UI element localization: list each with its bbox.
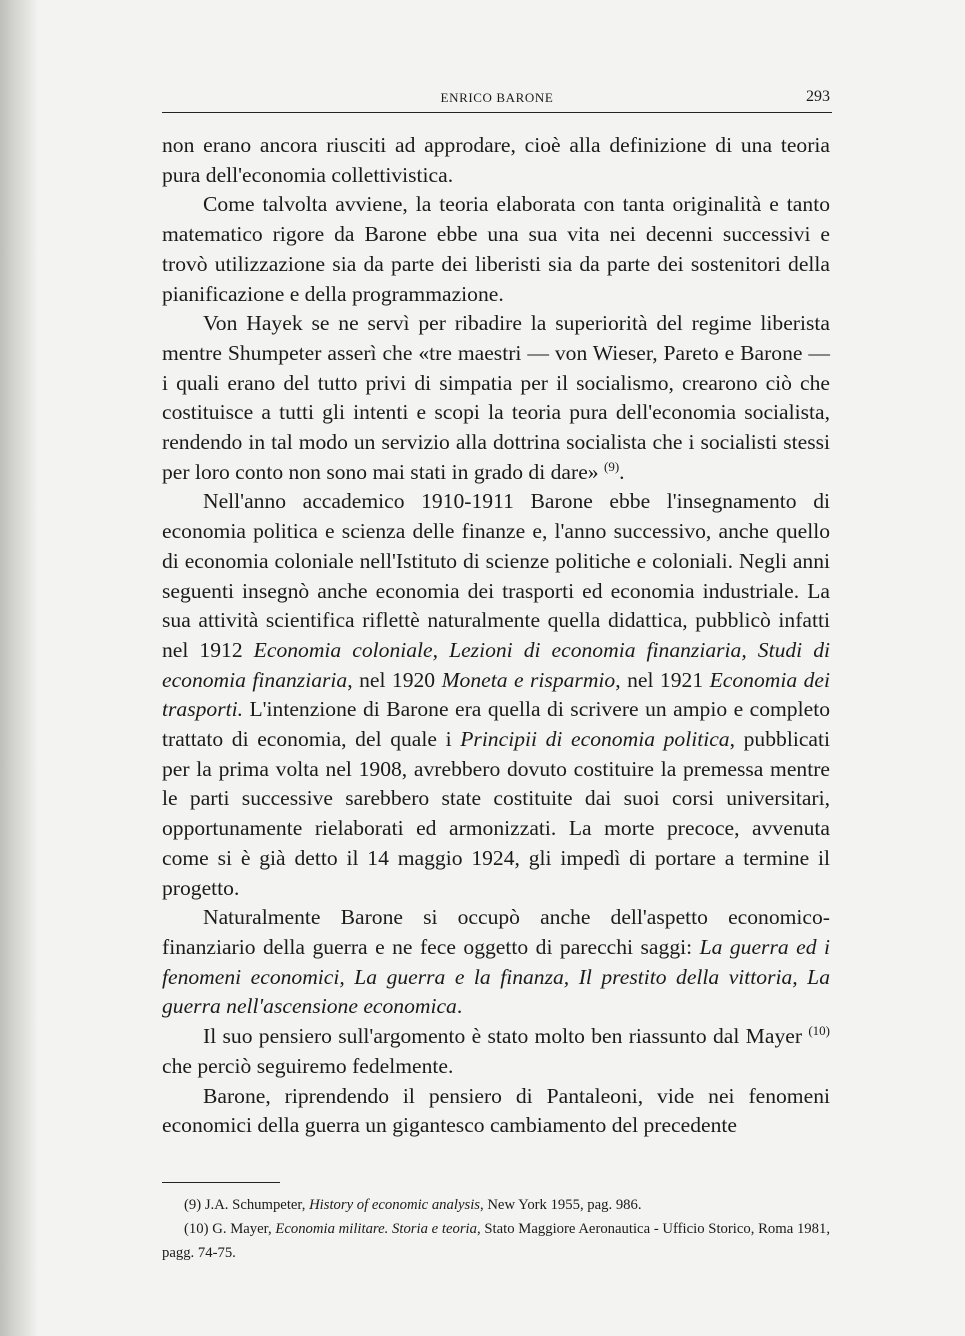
footnote-9-label: (9) xyxy=(184,1197,202,1213)
paragraph-1: non erano ancora riusciti ad approdare, cioè alla definizione di una teoria pura dell'economia collettivistica. xyxy=(162,133,830,187)
paragraph-4-text-2: , nel 1920 xyxy=(347,667,442,692)
paragraph-4-italic-moneta: Moneta e risparmio xyxy=(441,667,616,692)
paragraph-4-italic-trasporti: Economia dei trasporti. xyxy=(162,667,830,722)
running-header xyxy=(162,86,832,113)
paragraph-5-text-1: Naturalmente Barone si occupò anche dell'aspetto economico-finanziario della guerra e ne fece oggetto di parecchi saggi: xyxy=(162,905,830,959)
paragraph-3 xyxy=(162,309,830,487)
running-title: ENRICO BARONE xyxy=(440,90,554,105)
paragraph-4-italic-titles: Economia coloniale, Lezioni di economia finanziaria, Studi di economia finanziaria xyxy=(162,637,830,692)
paragraph-6-text-2: che perciò seguiremo fedelmente. xyxy=(162,1053,454,1078)
paragraph-6 xyxy=(162,1022,830,1081)
paragraph-5-text-2: . xyxy=(456,994,463,1019)
scan-binding-shadow xyxy=(0,0,38,1336)
paragraph-3-text: Von Hayek se ne servì per ribadire la superiorità del regime liberista mentre Shumpeter asserì che «tre maestri — von Wieser, Pareto e Barone — i quali erano del tutto privi di simpatia per il socialismo, crearono ciò che costituisce a tutti gli intenti e scopi la teoria pura dell'economia socialista, rendendo in tal modo un servizio alla dottrina socialista che i socialisti stessi per loro conto non sono mai stati in grado di dare» xyxy=(162,311,830,484)
paragraph-4-text-1: Nell'anno accademico 1910-1911 Barone ebbe l'insegnamento di economia politica e scienza delle finanze e, l'anno successivo, anche quello di economia coloniale nell'Istituto di scienze politiche e coloniali. Negli anni seguenti insegnò anche economia dei trasporti ed economia industriale. La sua attività scientifica riflettè naturalmente quella didattica, pubblicò infatti nel 1912 xyxy=(162,489,830,662)
paragraph-5 xyxy=(162,903,830,1022)
footnote-9 xyxy=(162,1193,830,1217)
footnote-10-title: Economia militare. Storia e teoria xyxy=(275,1221,477,1237)
footnote-ref-10: (10) xyxy=(808,1023,830,1039)
footnote-ref-9: (9) xyxy=(603,458,620,474)
paragraph-4-italic-principii: Principii di economia politica xyxy=(460,727,730,752)
footnotes xyxy=(162,1193,830,1265)
footnote-9-rest: , New York 1955, pag. 986. xyxy=(479,1197,642,1213)
paragraph-4-text-5: , pubblicati per la prima volta nel 1908, avrebbero dovuto costituire la premessa mentre le parti successive sarebbero state costituite dai suoi corsi universitari, opportunamente rielaborati ed armonizzati. La morte precoce, avvenuta come si è già detto il 14 maggio 1924, gli impedì di portare a termine il progetto. xyxy=(162,727,830,900)
paragraph-5-italic-essays: La guerra ed i fenomeni economici, La guerra e la finanza, Il prestito della vittoria, La guerra nell'ascensione economica xyxy=(162,934,830,1019)
paragraph-4-text-3: , nel 1921 xyxy=(615,667,710,692)
paragraph-4-text-4: L'intenzione di Barone era quella di scrivere un ampio e completo trattato di economia, del quale i xyxy=(162,697,830,752)
footnote-10-author: G. Mayer, xyxy=(212,1221,272,1237)
footnote-9-title: History of economic analysis xyxy=(309,1197,480,1213)
footnote-10-label: (10) xyxy=(184,1221,209,1237)
paragraph-4 xyxy=(162,487,830,903)
footnote-divider xyxy=(162,1182,280,1183)
paragraph-6-text-1: Il suo pensiero sull'argomento è stato molto ben riassunto dal Mayer xyxy=(203,1024,809,1049)
footnote-9-author: J.A. Schumpeter, xyxy=(204,1197,306,1213)
page-number: 293 xyxy=(806,88,830,105)
paragraph-2: Come talvolta avviene, la teoria elaborata con tanta originalità e tanto matematico rigore da Barone ebbe una sua vita nei decenni successivi e trovò utilizzazione sia da parte dei liberisti sia da parte dei sostenitori della pianificazione e della programmazione. xyxy=(162,192,830,306)
footnote-10-rest: , Stato Maggiore Aeronautica - Ufficio Storico, Roma 1981, pagg. 74-75. xyxy=(162,1221,830,1261)
footnote-10 xyxy=(162,1217,830,1265)
paragraph-7: Barone, riprendendo il pensiero di Pantaleoni, vide nei fenomeni economici della guerra un gigantesco cambiamento del precedente xyxy=(162,1083,830,1138)
paragraph-3-end: . xyxy=(619,459,625,484)
body-text xyxy=(162,131,830,1141)
